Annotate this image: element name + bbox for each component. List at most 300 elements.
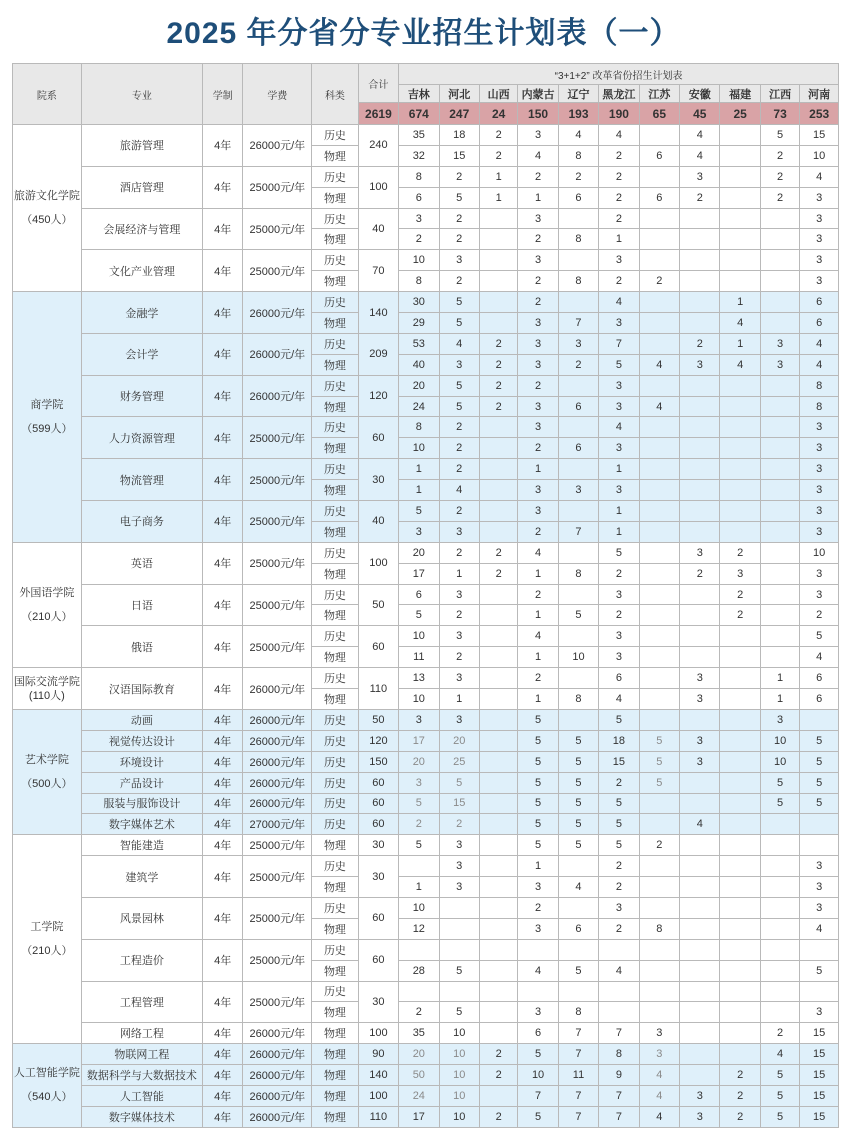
value-cell: 3 bbox=[439, 521, 479, 542]
value-cell: 2 bbox=[518, 292, 558, 313]
value-cell bbox=[479, 1085, 517, 1106]
value-cell: 3 bbox=[800, 187, 839, 208]
value-cell: 7 bbox=[558, 1085, 598, 1106]
value-cell bbox=[760, 480, 799, 501]
years-cell: 4年 bbox=[203, 1106, 243, 1127]
value-cell: 5 bbox=[760, 1085, 799, 1106]
value-cell bbox=[720, 877, 760, 898]
value-cell: 2 bbox=[720, 1065, 760, 1086]
value-cell: 6 bbox=[800, 689, 839, 710]
value-cell bbox=[639, 333, 679, 354]
value-cell: 2 bbox=[439, 208, 479, 229]
value-cell bbox=[720, 375, 760, 396]
major-cell: 文化产业管理 bbox=[81, 250, 202, 292]
total-cell: 60 bbox=[358, 772, 398, 793]
fee-cell: 26000元/年 bbox=[243, 333, 312, 375]
value-cell: 4 bbox=[800, 166, 839, 187]
table-row bbox=[13, 668, 839, 689]
dept-name-line: 人工智能学院 bbox=[13, 1067, 80, 1080]
value-cell: 3 bbox=[680, 1085, 720, 1106]
province-total: 150 bbox=[518, 103, 558, 125]
value-cell bbox=[439, 981, 479, 1002]
value-cell: 3 bbox=[399, 772, 439, 793]
value-cell bbox=[680, 626, 720, 647]
value-cell bbox=[720, 417, 760, 438]
value-cell bbox=[720, 501, 760, 522]
value-cell bbox=[639, 542, 679, 563]
value-cell: 8 bbox=[558, 271, 598, 292]
table-row bbox=[13, 793, 839, 814]
value-cell bbox=[760, 605, 799, 626]
value-cell bbox=[720, 521, 760, 542]
value-cell bbox=[720, 145, 760, 166]
total-cell: 30 bbox=[358, 835, 398, 856]
value-cell: 15 bbox=[800, 1085, 839, 1106]
value-cell bbox=[720, 187, 760, 208]
value-cell: 3 bbox=[599, 250, 639, 271]
major-cell: 数据科学与大数据技术 bbox=[81, 1065, 202, 1086]
value-cell bbox=[439, 897, 479, 918]
value-cell: 20 bbox=[439, 730, 479, 751]
value-cell bbox=[680, 292, 720, 313]
value-cell bbox=[680, 877, 720, 898]
value-cell: 6 bbox=[558, 438, 598, 459]
province-total: 65 bbox=[639, 103, 679, 125]
value-cell: 6 bbox=[558, 918, 598, 939]
value-cell bbox=[720, 689, 760, 710]
subject-cell: 历史 bbox=[312, 626, 359, 647]
value-cell: 2 bbox=[760, 166, 799, 187]
value-cell bbox=[639, 292, 679, 313]
fee-cell: 26000元/年 bbox=[243, 793, 312, 814]
value-cell bbox=[760, 271, 799, 292]
major-cell: 酒店管理 bbox=[81, 166, 202, 208]
header-major: 专业 bbox=[81, 64, 202, 125]
value-cell: 3 bbox=[599, 480, 639, 501]
value-cell: 4 bbox=[800, 333, 839, 354]
value-cell bbox=[720, 647, 760, 668]
value-cell: 3 bbox=[439, 250, 479, 271]
value-cell: 3 bbox=[680, 668, 720, 689]
value-cell: 5 bbox=[518, 709, 558, 730]
value-cell: 3 bbox=[439, 354, 479, 375]
table-row bbox=[13, 292, 839, 313]
value-cell: 5 bbox=[399, 835, 439, 856]
value-cell: 10 bbox=[399, 250, 439, 271]
value-cell: 8 bbox=[558, 563, 598, 584]
value-cell: 5 bbox=[599, 709, 639, 730]
fee-cell: 26000元/年 bbox=[243, 375, 312, 417]
subject-cell: 历史 bbox=[312, 709, 359, 730]
subject-cell: 物理 bbox=[312, 271, 359, 292]
value-cell: 3 bbox=[518, 396, 558, 417]
value-cell: 3 bbox=[800, 584, 839, 605]
value-cell bbox=[558, 668, 598, 689]
value-cell bbox=[479, 835, 517, 856]
value-cell: 2 bbox=[599, 772, 639, 793]
total-cell: 100 bbox=[358, 1023, 398, 1044]
value-cell bbox=[760, 313, 799, 334]
province-header: 吉林 bbox=[399, 85, 439, 103]
major-cell: 电子商务 bbox=[81, 501, 202, 543]
table-row bbox=[13, 333, 839, 354]
value-cell: 2 bbox=[439, 542, 479, 563]
value-cell: 1 bbox=[518, 459, 558, 480]
years-cell: 4年 bbox=[203, 1044, 243, 1065]
dept-name-line: （450人） bbox=[21, 214, 73, 227]
value-cell: 3 bbox=[439, 584, 479, 605]
value-cell: 5 bbox=[439, 375, 479, 396]
value-cell bbox=[720, 960, 760, 981]
fee-cell: 25000元/年 bbox=[243, 459, 312, 501]
fee-cell: 26000元/年 bbox=[243, 1023, 312, 1044]
value-cell bbox=[639, 793, 679, 814]
value-cell: 7 bbox=[558, 1023, 598, 1044]
value-cell bbox=[639, 208, 679, 229]
dept-cell bbox=[13, 668, 82, 710]
major-cell: 财务管理 bbox=[81, 375, 202, 417]
value-cell bbox=[720, 856, 760, 877]
value-cell: 3 bbox=[599, 375, 639, 396]
years-cell: 4年 bbox=[203, 835, 243, 856]
value-cell: 40 bbox=[399, 354, 439, 375]
value-cell: 2 bbox=[479, 1065, 517, 1086]
province-total: 674 bbox=[399, 103, 439, 125]
value-cell: 2 bbox=[800, 605, 839, 626]
dept-name-line: 国际交流学院(110人) bbox=[13, 675, 80, 702]
value-cell bbox=[680, 480, 720, 501]
value-cell: 1 bbox=[439, 689, 479, 710]
value-cell: 8 bbox=[399, 271, 439, 292]
value-cell: 2 bbox=[599, 187, 639, 208]
value-cell: 3 bbox=[800, 271, 839, 292]
value-cell: 10 bbox=[439, 1044, 479, 1065]
subject-cell: 历史 bbox=[312, 292, 359, 313]
value-cell bbox=[479, 647, 517, 668]
value-cell: 5 bbox=[760, 125, 799, 146]
value-cell: 15 bbox=[800, 1106, 839, 1127]
major-cell: 旅游管理 bbox=[81, 125, 202, 167]
value-cell: 2 bbox=[399, 814, 439, 835]
value-cell bbox=[800, 835, 839, 856]
value-cell: 3 bbox=[518, 354, 558, 375]
value-cell: 2 bbox=[439, 438, 479, 459]
value-cell: 3 bbox=[518, 417, 558, 438]
subject-cell: 历史 bbox=[312, 333, 359, 354]
value-cell: 3 bbox=[760, 354, 799, 375]
major-cell: 英语 bbox=[81, 542, 202, 584]
major-cell: 数字媒体技术 bbox=[81, 1106, 202, 1127]
value-cell bbox=[639, 250, 679, 271]
value-cell bbox=[760, 856, 799, 877]
table-row bbox=[13, 166, 839, 187]
value-cell: 2 bbox=[680, 333, 720, 354]
value-cell bbox=[639, 166, 679, 187]
value-cell: 15 bbox=[599, 751, 639, 772]
header-dept: 院系 bbox=[13, 64, 82, 125]
value-cell: 3 bbox=[558, 480, 598, 501]
value-cell: 4 bbox=[680, 814, 720, 835]
subject-cell: 物理 bbox=[312, 1002, 359, 1023]
value-cell bbox=[720, 480, 760, 501]
value-cell bbox=[760, 438, 799, 459]
value-cell: 8 bbox=[599, 1044, 639, 1065]
value-cell bbox=[639, 605, 679, 626]
years-cell: 4年 bbox=[203, 939, 243, 981]
value-cell: 10 bbox=[439, 1065, 479, 1086]
value-cell bbox=[760, 960, 799, 981]
value-cell: 2 bbox=[720, 605, 760, 626]
value-cell: 4 bbox=[680, 145, 720, 166]
value-cell bbox=[720, 939, 760, 960]
value-cell bbox=[639, 375, 679, 396]
major-cell: 智能建造 bbox=[81, 835, 202, 856]
value-cell bbox=[760, 877, 799, 898]
value-cell: 2 bbox=[599, 918, 639, 939]
value-cell: 5 bbox=[639, 730, 679, 751]
value-cell: 3 bbox=[720, 563, 760, 584]
value-cell: 2 bbox=[599, 563, 639, 584]
subject-cell: 历史 bbox=[312, 668, 359, 689]
fee-cell: 25000元/年 bbox=[243, 981, 312, 1023]
value-cell: 3 bbox=[760, 333, 799, 354]
value-cell: 2 bbox=[439, 417, 479, 438]
value-cell: 15 bbox=[800, 125, 839, 146]
major-cell: 动画 bbox=[81, 709, 202, 730]
fee-cell: 25000元/年 bbox=[243, 166, 312, 208]
fee-cell: 26000元/年 bbox=[243, 1044, 312, 1065]
value-cell: 10 bbox=[399, 438, 439, 459]
value-cell bbox=[760, 1002, 799, 1023]
years-cell: 4年 bbox=[203, 751, 243, 772]
value-cell bbox=[680, 459, 720, 480]
total-cell: 140 bbox=[358, 1065, 398, 1086]
value-cell bbox=[720, 166, 760, 187]
years-cell: 4年 bbox=[203, 1023, 243, 1044]
total-cell: 100 bbox=[358, 542, 398, 584]
value-cell bbox=[479, 939, 517, 960]
value-cell bbox=[760, 939, 799, 960]
fee-cell: 25000元/年 bbox=[243, 897, 312, 939]
dept-name-line: （210人） bbox=[21, 945, 73, 958]
value-cell: 2 bbox=[558, 354, 598, 375]
value-cell: 3 bbox=[639, 1023, 679, 1044]
years-cell: 4年 bbox=[203, 730, 243, 751]
years-cell: 4年 bbox=[203, 501, 243, 543]
value-cell: 3 bbox=[518, 1002, 558, 1023]
years-cell: 4年 bbox=[203, 125, 243, 167]
value-cell: 2 bbox=[518, 584, 558, 605]
province-header: 安徽 bbox=[680, 85, 720, 103]
province-header: 江西 bbox=[760, 85, 799, 103]
value-cell: 2 bbox=[439, 166, 479, 187]
value-cell bbox=[479, 772, 517, 793]
value-cell: 4 bbox=[518, 960, 558, 981]
value-cell: 24 bbox=[399, 1085, 439, 1106]
value-cell bbox=[479, 521, 517, 542]
value-cell bbox=[680, 438, 720, 459]
value-cell: 2 bbox=[479, 542, 517, 563]
header-total: 合计 bbox=[358, 64, 398, 103]
fee-cell: 25000元/年 bbox=[243, 542, 312, 584]
table-row bbox=[13, 814, 839, 835]
value-cell bbox=[558, 501, 598, 522]
value-cell bbox=[439, 918, 479, 939]
total-cell: 50 bbox=[358, 709, 398, 730]
value-cell: 2 bbox=[599, 605, 639, 626]
value-cell: 5 bbox=[558, 605, 598, 626]
subject-cell: 物理 bbox=[312, 1065, 359, 1086]
dept-name-line: （500人） bbox=[21, 778, 73, 791]
value-cell: 3 bbox=[800, 208, 839, 229]
total-cell: 60 bbox=[358, 417, 398, 459]
table-row bbox=[13, 772, 839, 793]
value-cell: 2 bbox=[760, 145, 799, 166]
value-cell: 4 bbox=[639, 1085, 679, 1106]
value-cell: 28 bbox=[399, 960, 439, 981]
value-cell bbox=[639, 563, 679, 584]
table-row bbox=[13, 250, 839, 271]
fee-cell: 25000元/年 bbox=[243, 835, 312, 856]
value-cell bbox=[558, 375, 598, 396]
fee-cell: 26000元/年 bbox=[243, 1065, 312, 1086]
value-cell bbox=[680, 960, 720, 981]
value-cell: 5 bbox=[760, 772, 799, 793]
dept-cell bbox=[13, 542, 82, 667]
value-cell: 2 bbox=[439, 271, 479, 292]
fee-cell: 26000元/年 bbox=[243, 772, 312, 793]
value-cell bbox=[760, 897, 799, 918]
value-cell: 5 bbox=[439, 396, 479, 417]
value-cell bbox=[479, 208, 517, 229]
subject-cell: 物理 bbox=[312, 229, 359, 250]
value-cell: 5 bbox=[518, 1106, 558, 1127]
subject-cell: 历史 bbox=[312, 584, 359, 605]
total-cell: 60 bbox=[358, 793, 398, 814]
province-header: 河北 bbox=[439, 85, 479, 103]
value-cell bbox=[479, 793, 517, 814]
value-cell: 5 bbox=[558, 835, 598, 856]
value-cell: 1 bbox=[760, 689, 799, 710]
subject-cell: 历史 bbox=[312, 459, 359, 480]
value-cell bbox=[680, 918, 720, 939]
table-row bbox=[13, 1023, 839, 1044]
value-cell: 3 bbox=[800, 563, 839, 584]
value-cell bbox=[479, 897, 517, 918]
value-cell: 2 bbox=[479, 375, 517, 396]
value-cell: 5 bbox=[518, 1044, 558, 1065]
dept-cell bbox=[13, 1044, 82, 1128]
value-cell: 8 bbox=[558, 689, 598, 710]
value-cell: 11 bbox=[399, 647, 439, 668]
table-row bbox=[13, 1085, 839, 1106]
value-cell: 10 bbox=[800, 145, 839, 166]
value-cell: 3 bbox=[518, 333, 558, 354]
subject-cell: 物理 bbox=[312, 521, 359, 542]
value-cell: 2 bbox=[439, 647, 479, 668]
value-cell: 8 bbox=[399, 417, 439, 438]
value-cell: 5 bbox=[439, 1002, 479, 1023]
total-cell: 150 bbox=[358, 751, 398, 772]
years-cell: 4年 bbox=[203, 542, 243, 584]
value-cell bbox=[680, 1065, 720, 1086]
value-cell bbox=[680, 939, 720, 960]
province-header: 福建 bbox=[720, 85, 760, 103]
total-cell: 100 bbox=[358, 1085, 398, 1106]
value-cell: 5 bbox=[439, 960, 479, 981]
years-cell: 4年 bbox=[203, 897, 243, 939]
table-row bbox=[13, 459, 839, 480]
value-cell: 2 bbox=[479, 563, 517, 584]
total-cell: 100 bbox=[358, 166, 398, 208]
table-row bbox=[13, 542, 839, 563]
table-row bbox=[13, 417, 839, 438]
value-cell bbox=[760, 647, 799, 668]
value-cell bbox=[680, 835, 720, 856]
years-cell: 4年 bbox=[203, 250, 243, 292]
subject-cell: 历史 bbox=[312, 814, 359, 835]
value-cell: 15 bbox=[800, 1065, 839, 1086]
value-cell: 3 bbox=[439, 856, 479, 877]
value-cell: 5 bbox=[439, 187, 479, 208]
value-cell: 5 bbox=[599, 835, 639, 856]
value-cell: 4 bbox=[518, 626, 558, 647]
value-cell bbox=[680, 1002, 720, 1023]
subject-cell: 物理 bbox=[312, 396, 359, 417]
value-cell: 3 bbox=[518, 918, 558, 939]
value-cell: 2 bbox=[439, 605, 479, 626]
value-cell: 7 bbox=[599, 333, 639, 354]
value-cell bbox=[639, 229, 679, 250]
table-row bbox=[13, 1106, 839, 1127]
value-cell: 4 bbox=[639, 1106, 679, 1127]
value-cell: 2 bbox=[518, 229, 558, 250]
value-cell: 9 bbox=[599, 1065, 639, 1086]
header-reform: “3+1+2” 改革省份招生计划表 bbox=[399, 64, 839, 85]
value-cell: 5 bbox=[558, 751, 598, 772]
value-cell: 20 bbox=[399, 375, 439, 396]
total-cell: 50 bbox=[358, 584, 398, 626]
value-cell: 5 bbox=[760, 793, 799, 814]
value-cell: 50 bbox=[399, 1065, 439, 1086]
subject-cell: 物理 bbox=[312, 1106, 359, 1127]
value-cell: 3 bbox=[639, 1044, 679, 1065]
subject-cell: 物理 bbox=[312, 877, 359, 898]
value-cell bbox=[558, 208, 598, 229]
value-cell: 3 bbox=[399, 709, 439, 730]
value-cell bbox=[479, 877, 517, 898]
value-cell: 2 bbox=[760, 187, 799, 208]
value-cell: 3 bbox=[800, 459, 839, 480]
value-cell: 4 bbox=[800, 918, 839, 939]
value-cell: 3 bbox=[800, 438, 839, 459]
value-cell bbox=[800, 939, 839, 960]
value-cell: 2 bbox=[558, 166, 598, 187]
major-cell: 工程造价 bbox=[81, 939, 202, 981]
value-cell: 2 bbox=[518, 271, 558, 292]
value-cell: 6 bbox=[639, 145, 679, 166]
value-cell bbox=[518, 939, 558, 960]
value-cell bbox=[479, 417, 517, 438]
value-cell: 5 bbox=[800, 793, 839, 814]
major-cell: 产品设计 bbox=[81, 772, 202, 793]
value-cell bbox=[760, 542, 799, 563]
value-cell: 1 bbox=[518, 689, 558, 710]
subject-cell: 物理 bbox=[312, 187, 359, 208]
value-cell bbox=[558, 939, 598, 960]
value-cell bbox=[639, 814, 679, 835]
value-cell: 4 bbox=[558, 877, 598, 898]
